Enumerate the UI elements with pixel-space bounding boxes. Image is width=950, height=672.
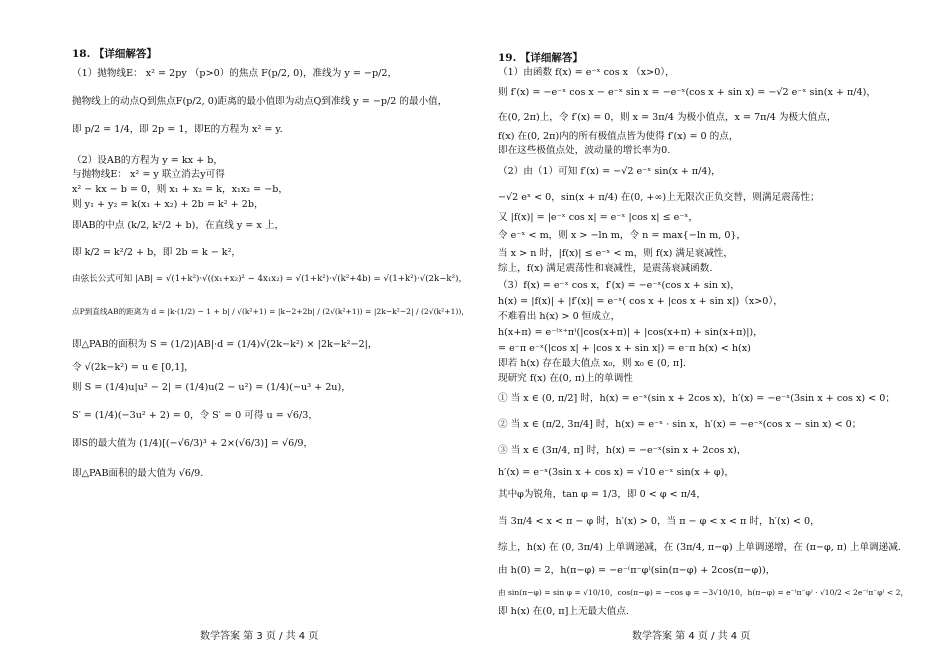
solution-line: （1）抛物线E： x² = 2py （p>0）的焦点 F(p/2, 0)，准线为 y = −p/2， <box>72 68 398 79</box>
solution-line: 即在这些极值点处，波动量的增长率为0. <box>498 145 671 156</box>
solution-line: 由 sin(π−φ) = sin φ = √10/10，cos(π−φ) = −cos φ = −3√10/10，h(π−φ) = e⁻⁽π⁻φ⁾ · √10/2 < 2e⁻⁽π⁻φ⁾ < 2， <box>498 588 909 597</box>
solution-line: 抛物线上的动点Q到焦点F(p/2, 0)距离的最小值即为动点Q到准线 y = −p/2 的最小值， <box>72 96 448 107</box>
solution-line: = e⁻π e⁻ˣ(|cos x| + |cos x + sin x|) = e⁻π h(x) < h(x) <box>498 343 751 354</box>
solution-line: （1）由函数 f(x) = e⁻ˣ cos x （x>0）， <box>498 67 675 78</box>
solution-line: 则 S = (1/4)u|u² − 2| = (1/4)u(2 − u²) = (1/4)(−u³ + 2u)， <box>72 382 351 393</box>
solution-line: （3）f(x) = e⁻ˣ cos x，f′(x) = −e⁻ˣ(cos x + sin x)， <box>498 280 740 291</box>
solution-line: 即 k/2 = k²/2 + b，即 2b = k − k²， <box>72 247 242 258</box>
page-4-column <box>498 0 908 672</box>
solution-line: h(x) = |f(x)| + |f′(x)| = e⁻ˣ( cos x + |cos x + sin x|)（x>0）， <box>498 296 783 307</box>
solution-line: f(x) 在(0, 2π)内的所有极值点皆为使得 f′(x) = 0 的点， <box>498 131 739 142</box>
solution-line: 现研究 f(x) 在(0, π)上的单调性 <box>498 373 633 384</box>
page-footer: 数学答案 第 4 页 / 共 4 页 <box>632 631 751 642</box>
solution-line: 由弦长公式可知 |AB| = √(1+k²)·√((x₁+x₂)² − 4x₁x₂) = √(1+k²)·√(k²+4b) = √(1+k²)·√(2k−k²)， <box>72 274 468 284</box>
solution-line: 则 f′(x) = −e⁻ˣ cos x − e⁻ˣ sin x = −e⁻ˣ(cos x + sin x) = −√2 e⁻ˣ sin(x + π/4)， <box>498 87 876 98</box>
solution-line: 令 e⁻ˣ < m，则 x > −ln m，令 n = max{−ln m, 0}， <box>498 230 747 241</box>
page-footer: 数学答案 第 3 页 / 共 4 页 <box>200 631 319 642</box>
solution-line: （2）由（1）可知 f′(x) = −√2 e⁻ˣ sin(x + π/4)， <box>498 166 721 177</box>
solution-line: −√2 eˣ < 0，sin(x + π/4) 在(0, +∞)上无限次正负交替，则满足震荡性； <box>498 192 820 203</box>
solution-line: 即△PAB面积的最大值为 √6/9. <box>72 468 204 479</box>
solution-line: 则 y₁ + y₂ = k(x₁ + x₂) + 2b = k² + 2b， <box>72 199 264 210</box>
solution-line: 当 3π/4 < x < π − φ 时，h′(x) > 0，当 π − φ < x < π 时，h′(x) < 0， <box>498 516 820 527</box>
solution-line: 即 h(x) 在(0, π]上无最大值点. <box>498 606 629 617</box>
solution-line: 即 p/2 = 1/4，即 2p = 1，即E的方程为 x² = y. <box>72 124 283 135</box>
solution-line: S′ = (1/4)(−3u² + 2) = 0，令 S′ = 0 可得 u = √6/3， <box>72 410 318 421</box>
solution-line: 由 h(0) = 2，h(π−φ) = −e⁻⁽π⁻φ⁾(sin(π−φ) + 2cos(π−φ))， <box>498 565 776 576</box>
solution-line: （2）设AB的方程为 y = kx + b， <box>72 155 223 166</box>
solution-line: ① 当 x ∈ (0, π/2] 时，h(x) = e⁻ˣ(sin x + 2cos x)，h′(x) = −e⁻ˣ(3sin x + cos x) < 0； <box>498 393 895 404</box>
solution-line: 综上，h(x) 在 (0, 3π/4) 上单调递减，在 (3π/4, π−φ) 上单调递增，在 (π−φ, π) 上单调递减. <box>498 542 901 553</box>
solution-line: 与抛物线E： x² = y 联立消去y可得 <box>72 169 225 180</box>
solution-line: 在(0, 2π)上，令 f′(x) = 0，则 x = 3π/4 为极小值点，x = 7π/4 为极大值点， <box>498 112 837 123</box>
problem-19-heading: 19. 【详细解答】 <box>498 52 583 64</box>
solution-line: 即若 h(x) 存在最大值点 x₀，则 x₀ ∈ (0, π]. <box>498 358 686 369</box>
solution-line: ③ 当 x ∈ (3π/4, π] 时，h(x) = −e⁻ˣ(sin x + 2cos x)， <box>498 445 747 456</box>
solution-line: h′(x) = e⁻ˣ(3sin x + cos x) = √10 e⁻ˣ sin(x + φ)， <box>498 467 734 478</box>
solution-line: 当 x > n 时，|f(x)| ≤ e⁻ˣ < m，则 f(x) 满足衰减性， <box>498 248 733 259</box>
solution-line: x² − kx − b = 0，则 x₁ + x₂ = k，x₁x₂ = −b， <box>72 184 288 195</box>
page-3-column <box>72 0 472 672</box>
solution-line: 其中φ为锐角，tan φ = 1/3，即 0 < φ < π/4， <box>498 489 706 500</box>
solution-line: 即△PAB的面积为 S = (1/2)|AB|·d = (1/4)√(2k−k²) × |2k−k²−2|， <box>72 339 378 350</box>
solution-line: 综上，f(x) 满足震荡性和衰减性，是震荡衰减函数. <box>498 263 713 274</box>
solution-line: ② 当 x ∈ (π/2, 3π/4] 时，h(x) = e⁻ˣ · sin x，h′(x) = −e⁻ˣ(cos x − sin x) < 0； <box>498 419 862 430</box>
solution-line: 即AB的中点 (k/2, k²/2 + b)，在直线 y = x 上， <box>72 220 285 231</box>
problem-18-heading: 18. 【详细解答】 <box>72 48 157 60</box>
solution-line: 即S的最大值为 (1/4)[(−√6/3)³ + 2×(√6/3)] = √6/9， <box>72 438 314 449</box>
solution-line: 又 |f(x)| = |e⁻ˣ cos x| = e⁻ˣ |cos x| ≤ e⁻ˣ， <box>498 212 699 223</box>
solution-line: h(x+π) = e⁻⁽ˣ⁺π⁾(|cos(x+π)| + |cos(x+π) + sin(x+π)|)， <box>498 327 763 338</box>
solution-line: 点P到直线AB的距离为 d = |k·(1/2) − 1 + b| / √(k²+1) = |k−2+2b| / (2√(k²+1)) = |2k−k²−2| / (2√(k²+1))， <box>72 307 469 316</box>
solution-line: 令 √(2k−k²) = u ∈ [0,1]， <box>72 362 194 373</box>
solution-line: 不难看出 h(x) > 0 恒成立， <box>498 311 621 322</box>
